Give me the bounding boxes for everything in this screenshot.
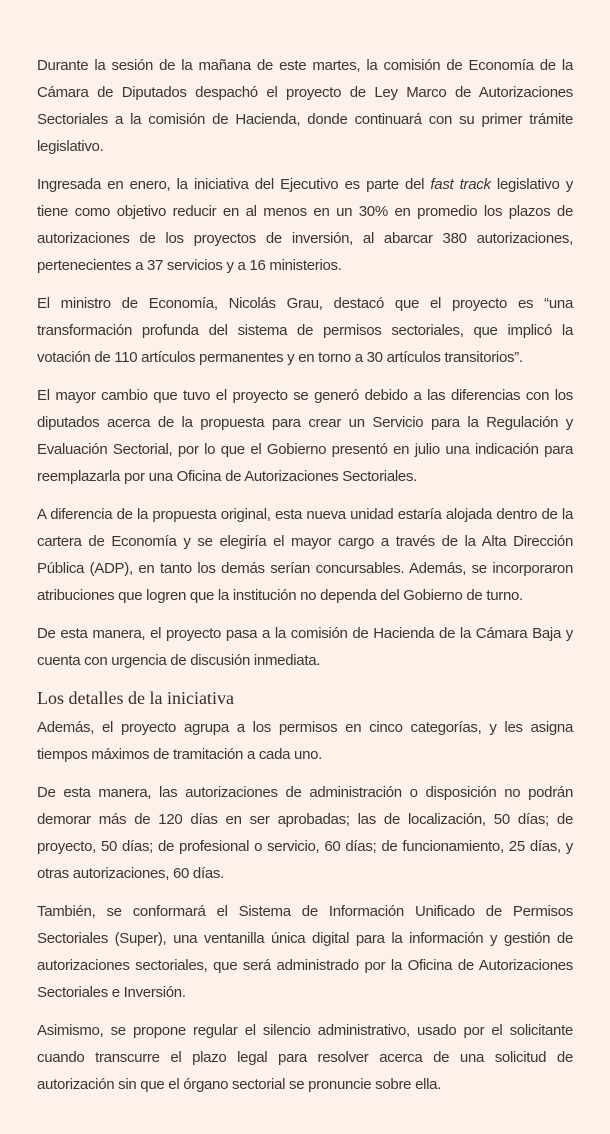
fast-track-italic-term: fast track [430,176,491,193]
paragraph-minister-quote: El ministro de Economía, Nicolás Grau, destacó que el proyecto es “una transformación profunda del sistema de permisos sectoriales, que implicó la votación de 110 artículos permanentes y en torno a 30 artículos transitorios”. [37,295,573,366]
paragraph-intro: Durante la sesión de la mañana de este martes, la comisión de Economía de la Cámara de Diputados despachó el proyecto de Ley Marco de Autorizaciones Sectoriales a la comisión de Hacienda, donde continuará con su primer trámite legislativo. [37,57,573,155]
paragraph-major-change: El mayor cambio que tuvo el proyecto se generó debido a las diferencias con los diputados acerca de la propuesta para crear un Servicio para la Regulación y Evaluación Sectorial, por lo que el Gobierno presentó en julio una indicación para reemplazarla por una Oficina de Autorizaciones Sectoriales. [37,387,573,485]
paragraph-fast-track-text-after: legislativo y tiene como objetivo reducir en al menos en un 30% en promedio los plazos de autorizaciones de los proyectos de inversión, al abarcar 380 autorizaciones, pertenecientes a 37 servicios y a 16 ministerios. [37,176,573,274]
paragraph-administrative-silence: Asimismo, se propone regular el silencio administrativo, usado por el solicitante cuando transcurre el plazo legal para resolver acerca de una solicitud de autorización sin que el órgano sectorial se pronuncie sobre ella. [37,1022,573,1093]
paragraph-fast-track [37,171,573,279]
section-heading-detalles: Los detalles de la iniciativa [37,688,234,708]
article-body [37,52,573,1098]
paragraph-new-unit: A diferencia de la propuesta original, esta nueva unidad estaría alojada dentro de la cartera de Economía y se elegiría el mayor cargo a través de la Alta Dirección Pública (ADP), en tanto los demás serían concursables. Además, se incorporaron atribuciones que logren que la institución no dependa del Gobierno de turno. [37,506,573,604]
paragraph-hacienda-commission: De esta manera, el proyecto pasa a la comisión de Hacienda de la Cámara Baja y cuenta con urgencia de discusión inmediata. [37,625,573,669]
paragraph-five-categories: Además, el proyecto agrupa a los permisos en cinco categorías, y les asigna tiempos máximos de tramitación a cada uno. [37,719,573,763]
paragraph-super-system: También, se conformará el Sistema de Información Unificado de Permisos Sectoriales (Super), una ventanilla única digital para la información y gestión de autorizaciones sectoriales, que será administrado por la Oficina de Autorizaciones Sectoriales e Inversión. [37,903,573,1001]
paragraph-deadlines: De esta manera, las autorizaciones de administración o disposición no podrán demorar más de 120 días en ser aprobadas; las de localización, 50 días; de proyecto, 50 días; de profesional o servicio, 60 días; de funcionamiento, 25 días, y otras autorizaciones, 60 días. [37,784,573,882]
paragraph-fast-track-text-before: Ingresada en enero, la iniciativa del Ejecutivo es parte del [37,176,431,193]
